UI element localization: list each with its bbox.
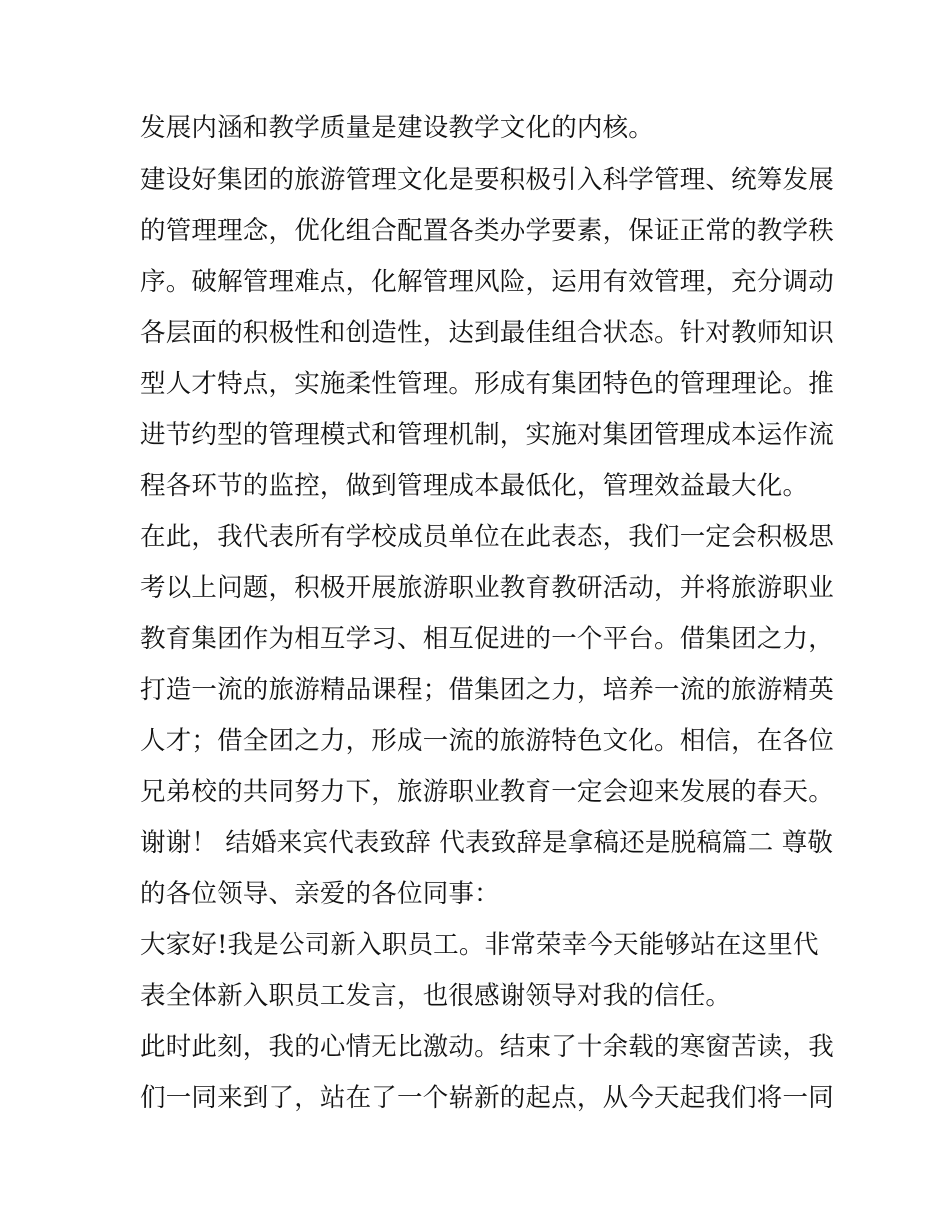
text-line-16: 的各位领导、亲爱的各位同事： (140, 879, 500, 909)
text-line-6: 型人才特点，实施柔性管理。形成有集团特色的管理理论。推 (140, 369, 834, 399)
text-line-20: 们一同来到了，站在了一个崭新的起点，从今天起我们将一同 (140, 1083, 834, 1113)
text-line-9: 在此，我代表所有学校成员单位在此表态，我们一定会积极思 (140, 522, 834, 552)
text-line-1: 发展内涵和教学质量是建设教学文化的内核。 (140, 113, 655, 143)
text-line-2: 建设好集团的旅游管理文化是要积极引入科学管理、统筹发展 (140, 165, 834, 195)
text-line-19: 此时此刻，我的心情无比激动。结束了十余载的寒窗苦读，我 (140, 1032, 834, 1062)
text-line-17: 大家好!我是公司新入职员工。非常荣幸今天能够站在这里代 (140, 930, 819, 960)
text-line-8: 程各环节的监控，做到管理成本最低化，管理效益最大化。 (140, 471, 809, 501)
text-line-4: 序。破解管理难点，化解管理风险，运用有效管理，充分调动 (140, 267, 834, 297)
text-line-12: 打造一流的旅游精品课程；借集团之力，培养一流的旅游精英 (140, 675, 834, 705)
text-line-11: 教育集团作为相互学习、相互促进的一个平台。借集团之力， (140, 624, 834, 654)
text-line-15: 谢谢！ 结婚来宾代表致辞 代表致辞是拿稿还是脱稿篇二 尊敬 (140, 828, 834, 858)
text-line-5: 各层面的积极性和创造性，达到最佳组合状态。针对教师知识 (140, 318, 834, 348)
text-line-7: 进节约型的管理模式和管理机制，实施对集团管理成本运作流 (140, 420, 834, 450)
text-line-14: 兄弟校的共同努力下，旅游职业教育一定会迎来发展的春天。 (140, 777, 834, 807)
text-line-13: 人才；借全团之力，形成一流的旅游特色文化。相信，在各位 (140, 726, 834, 756)
text-line-18: 表全体新入职员工发言，也很感谢领导对我的信任。 (140, 981, 732, 1011)
text-line-3: 的管理理念，优化组合配置各类办学要素，保证正常的教学秩 (140, 216, 834, 246)
text-line-10: 考以上问题，积极开展旅游职业教育教研活动，并将旅游职业 (140, 573, 834, 603)
